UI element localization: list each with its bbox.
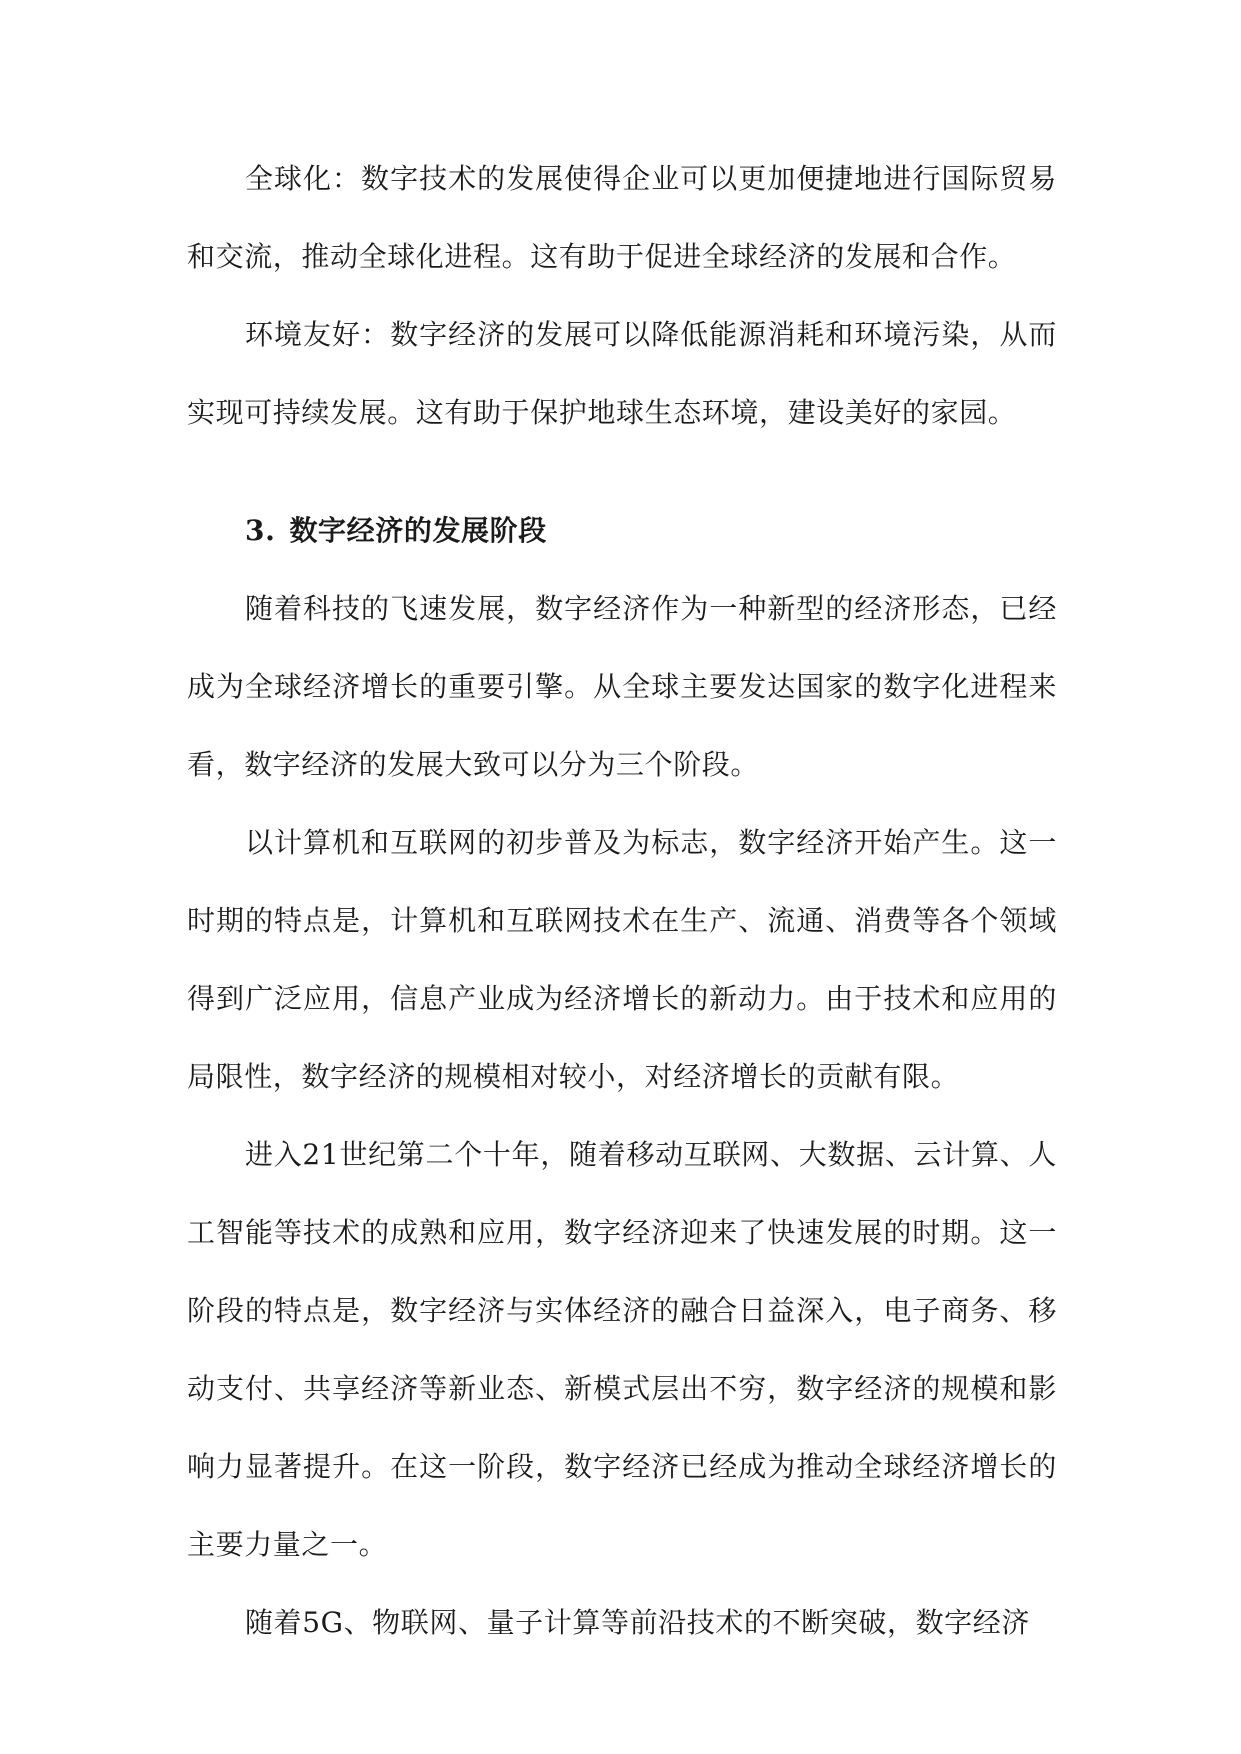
paragraph-environment: 环境友好：数字经济的发展可以降低能源消耗和环境污染，从而实现可持续发展。这有助于保护地球生态环境，建设美好的家园。 (187, 318, 1057, 429)
paragraph-intro: 随着科技的飞速发展，数字经济作为一种新型的经济形态，已经成为全球经济增长的重要引擎。从全球主要发达国家的数字化进程来看，数字经济的发展大致可以分为三个阶段。 (187, 592, 1057, 781)
paragraph-stage-three: 随着5G、物联网、量子计算等前沿技术的不断突破，数字经济 (245, 1606, 1030, 1639)
paragraph-globalization: 全球化：数字技术的发展使得企业可以更加便捷地进行国际贸易和交流，推动全球化进程。这有助于促进全球经济的发展和合作。 (187, 162, 1057, 273)
document-body (187, 140, 1057, 1662)
paragraph-stage-one: 以计算机和互联网的初步普及为标志，数字经济开始产生。这一时期的特点是，计算机和互联网技术在生产、流通、消费等各个领域得到广泛应用，信息产业成为经济增长的新动力。由于技术和应用的局限性，数字经济的规模相对较小，对经济增长的贡献有限。 (187, 826, 1057, 1093)
section-title: 数字经济的发展阶段 (289, 514, 547, 547)
section-heading (187, 492, 1057, 570)
paragraph-stage-two: 进入21世纪第二个十年，随着移动互联网、大数据、云计算、人工智能等技术的成熟和应用，数字经济迎来了快速发展的时期。这一阶段的特点是，数字经济与实体经济的融合日益深入，电子商务、移动支付、共享经济等新业态、新模式层出不穷，数字经济的规模和影响力显著提升。在这一阶段，数字经济已经成为推动全球经济增长的主要力量之一。 (187, 1138, 1057, 1561)
section-number: 3. (245, 514, 276, 547)
